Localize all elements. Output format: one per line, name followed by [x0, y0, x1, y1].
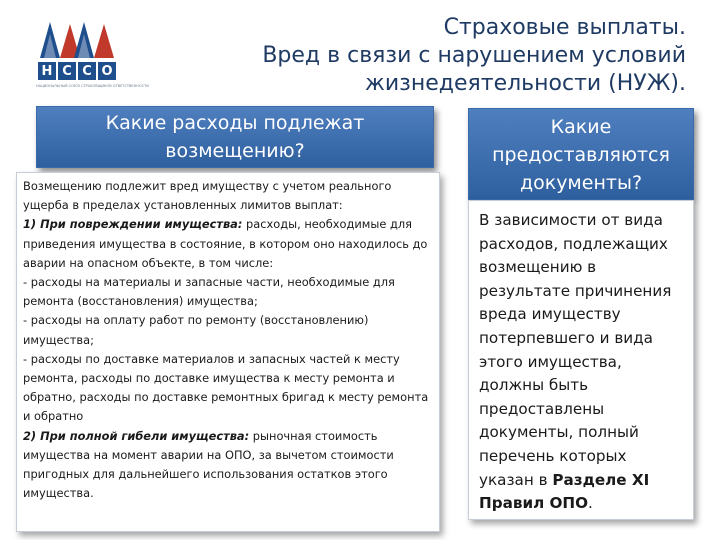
item-damage-label: 1) При повреждении имущества: [23, 217, 243, 232]
expenses-question-header [36, 106, 434, 168]
logo-subtitle: НАЦИОНАЛЬНЫЙ СОЮЗ СТРАХОВЩИКОВ ОТВЕТСТВЕННОСТИ [36, 84, 149, 88]
title-line-3: жизнедеятельности (НУЖ). [365, 71, 686, 96]
documents-text-box [468, 200, 694, 520]
logo-letter: С [78, 62, 96, 80]
title-line-2: Вред в связи с нарушением условий [262, 43, 686, 68]
intro-paragraph: Возмещению подлежит вред имуществу с учетом реального ущерба в пределах установленных лимитов выплат: [23, 179, 392, 213]
expenses-text-box [16, 172, 440, 532]
item-damage [23, 215, 433, 273]
header-line-1: Какие [550, 116, 612, 138]
header-line-1: Какие расходы подлежат [105, 112, 365, 134]
item-damage-text: расходы, необходимые для приведения имущества в состояние, в котором оно находилось до аварии на опасном объекте, в том числе: [23, 217, 428, 270]
documents-question-header [468, 108, 694, 200]
bullet-repair-work: - расходы на оплату работ по ремонту (восстановлению) имущества; [23, 313, 369, 347]
item-total-loss [23, 427, 433, 504]
item-total-loss-text: рыночная стоимость имущества на момент аварии на ОПО, за вычетом стоимости пригодных для дальнейшего использования остатков этого имущества. [23, 428, 394, 501]
logo-letter: С [58, 62, 76, 80]
documents-text-end: . [588, 494, 593, 513]
logo-letter: Н [38, 62, 56, 80]
bullet-delivery: - расходы по доставке материалов и запасных частей к месту ремонта, расходы по доставке имущества к месту ремонта и обратно, расходы по доставке ремонтных бригад к месту ремонта и обратно [23, 351, 429, 424]
logo-emblem-icon [36, 18, 118, 60]
documents-text: В зависимости от вида расходов, подлежащих возмещению в результате причинения вреда имуществу потерпевшего и вида этого имущества, должны быть предоставлены документы, полный перечень которых указан в [479, 211, 672, 489]
bullet-materials: - расходы на материалы и запасные части, необходимые для ремонта (восстановления) имущества; [23, 275, 395, 309]
item-total-loss-label: 2) При полной гибели имущества: [23, 428, 250, 443]
header-line-2: предоставляются [492, 144, 670, 166]
logo-letter: О [98, 62, 116, 80]
header-line-2: возмещению? [165, 140, 305, 162]
ncco-logo [32, 18, 149, 96]
logo-letters [38, 62, 116, 80]
section-reference: Разделе XI [552, 470, 650, 489]
title-line-1: Страховые выплаты. [443, 15, 686, 40]
rules-reference: Правил ОПО [479, 494, 589, 513]
header-line-3: документы? [519, 172, 643, 194]
slide-title [186, 14, 686, 98]
